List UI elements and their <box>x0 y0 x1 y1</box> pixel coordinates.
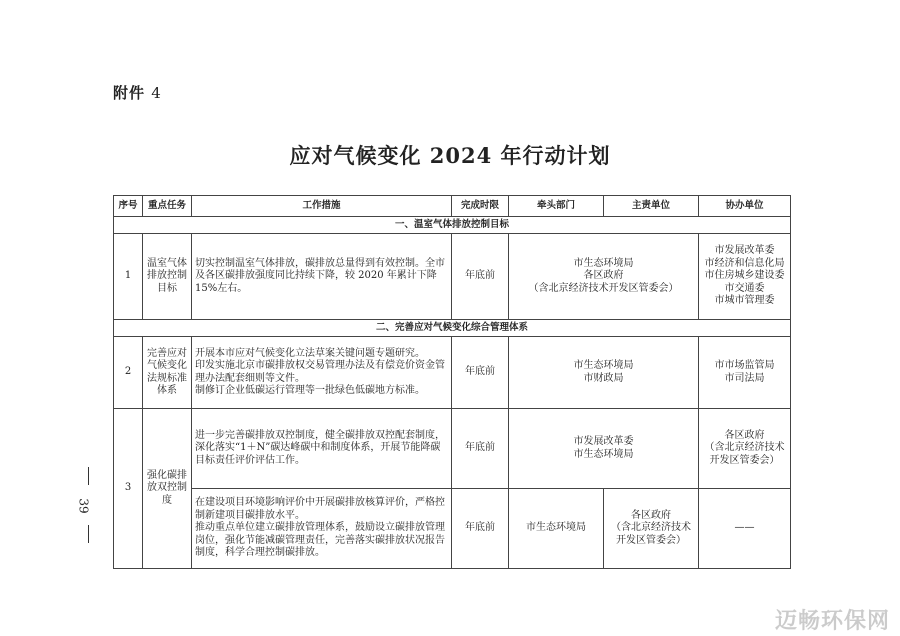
row-no: 2 <box>114 337 143 409</box>
page-number-marker <box>76 467 96 547</box>
header-deadline: 完成时限 <box>452 196 509 217</box>
page-title: 应对气候变化 2024 年行动计划 <box>289 143 611 168</box>
table-row <box>114 234 791 320</box>
measure-line: 在建设项目环境影响评价中开展碳排放核算评价，严格控制新建项目碳排放水平。 <box>195 497 445 521</box>
page-number: 39 <box>76 498 91 514</box>
section-title: 一、温室气体排放控制目标 <box>114 217 791 234</box>
row-assist: —— <box>699 489 791 569</box>
assist-line: 市市场监管局 <box>714 360 775 371</box>
main-unit-line: 开发区管委会） <box>616 534 686 546</box>
row-lead: 市生态环境局 <box>509 489 604 569</box>
row-lead <box>509 234 699 320</box>
action-plan-table <box>113 195 791 569</box>
row-deadline: 年底前 <box>452 409 509 489</box>
lead-line: 市生态环境局 <box>573 448 634 460</box>
header-main-unit: 主责单位 <box>604 196 699 217</box>
page-dash-bottom <box>88 525 89 543</box>
main-unit-line: 各区政府 <box>631 509 671 521</box>
assist-line: 市发展改革委 <box>714 245 775 257</box>
attachment-label <box>113 82 162 103</box>
header-assist: 协办单位 <box>699 196 791 217</box>
row-assist <box>699 234 791 320</box>
row-no: 1 <box>114 234 143 320</box>
table-header-row <box>114 196 791 217</box>
row-measures <box>192 489 452 569</box>
assist-line: 开发区管委会） <box>709 454 780 466</box>
header-task: 重点任务 <box>143 196 192 217</box>
row-deadline: 年底前 <box>452 337 509 409</box>
header-measures: 工作措施 <box>192 196 452 217</box>
row-assist <box>699 409 791 489</box>
section-row <box>114 217 791 234</box>
lead-line: 市生态环境局 <box>573 360 634 371</box>
measure-line: 印发实施北京市碳排放权交易管理办法及有偿竞价资金管理办法配套细则等文件。 <box>195 360 445 384</box>
row-main-unit <box>604 489 699 569</box>
row-deadline: 年底前 <box>452 234 509 320</box>
table-row <box>114 337 791 409</box>
lead-line: 各区政府 <box>583 270 624 282</box>
row-no: 3 <box>114 409 143 569</box>
row-deadline: 年底前 <box>452 489 509 569</box>
lead-line: 市生态环境局 <box>573 257 634 269</box>
assist-line: 市经济和信息化局 <box>704 257 785 269</box>
measure-line: 推动重点单位建立碳排放管理体系，鼓励设立碳排放管理岗位，强化节能减碳管理责任，完善落实碳排放状况报告制度，科学合理控制碳排放。 <box>195 522 445 559</box>
watermark: 迈畅环保网 <box>774 609 890 634</box>
row-task: 强化碳排放双控制度 <box>143 409 192 569</box>
row-measures: 进一步完善碳排放双控制度，健全碳排放双控配套制度，深化落实“1＋N”碳达峰碳中和制度体系，开展节能降碳目标责任评价评估工作。 <box>192 409 452 489</box>
lead-line: 市发展改革委 <box>573 436 634 447</box>
row-measures <box>192 337 452 409</box>
attachment-number: 4 <box>151 84 162 102</box>
row-lead <box>509 337 699 409</box>
row-lead <box>509 409 699 489</box>
assist-line: 各区政府 <box>724 429 765 441</box>
section-row <box>114 320 791 337</box>
row-assist <box>699 337 791 409</box>
page-dash-top <box>88 467 89 485</box>
measure-line: 制修订企业低碳运行管理等一批绿色低碳地方标准。 <box>195 385 425 396</box>
assist-line: 市交通委 <box>724 282 765 294</box>
table-row <box>114 409 791 489</box>
lead-line: 市财政局 <box>583 372 624 384</box>
assist-line: 市住房城乡建设委 <box>704 270 785 282</box>
assist-line: （含北京经济技术 <box>704 442 785 454</box>
row-task: 温室气体排放控制目标 <box>143 234 192 320</box>
lead-line: （含北京经济技术开发区管委会） <box>528 282 679 294</box>
assist-line: 市司法局 <box>724 372 765 384</box>
header-lead: 牵头部门 <box>509 196 604 217</box>
measure-line: 开展本市应对气候变化立法草案关键问题专题研究。 <box>195 347 425 359</box>
section-title: 二、完善应对气候变化综合管理体系 <box>114 320 791 337</box>
main-unit-line: （含北京经济技术 <box>611 522 691 534</box>
attachment-text: 附件 <box>113 84 146 102</box>
assist-line: 市城市管理委 <box>714 295 775 307</box>
row-task: 完善应对气候变化法规标准体系 <box>143 337 192 409</box>
row-measures: 切实控制温室气体排放，碳排放总量得到有效控制。全市及各区碳排放强度同比持续下降，较 2020 年累计下降 15%左右。 <box>192 234 452 320</box>
header-no: 序号 <box>114 196 143 217</box>
table-row <box>114 489 791 569</box>
